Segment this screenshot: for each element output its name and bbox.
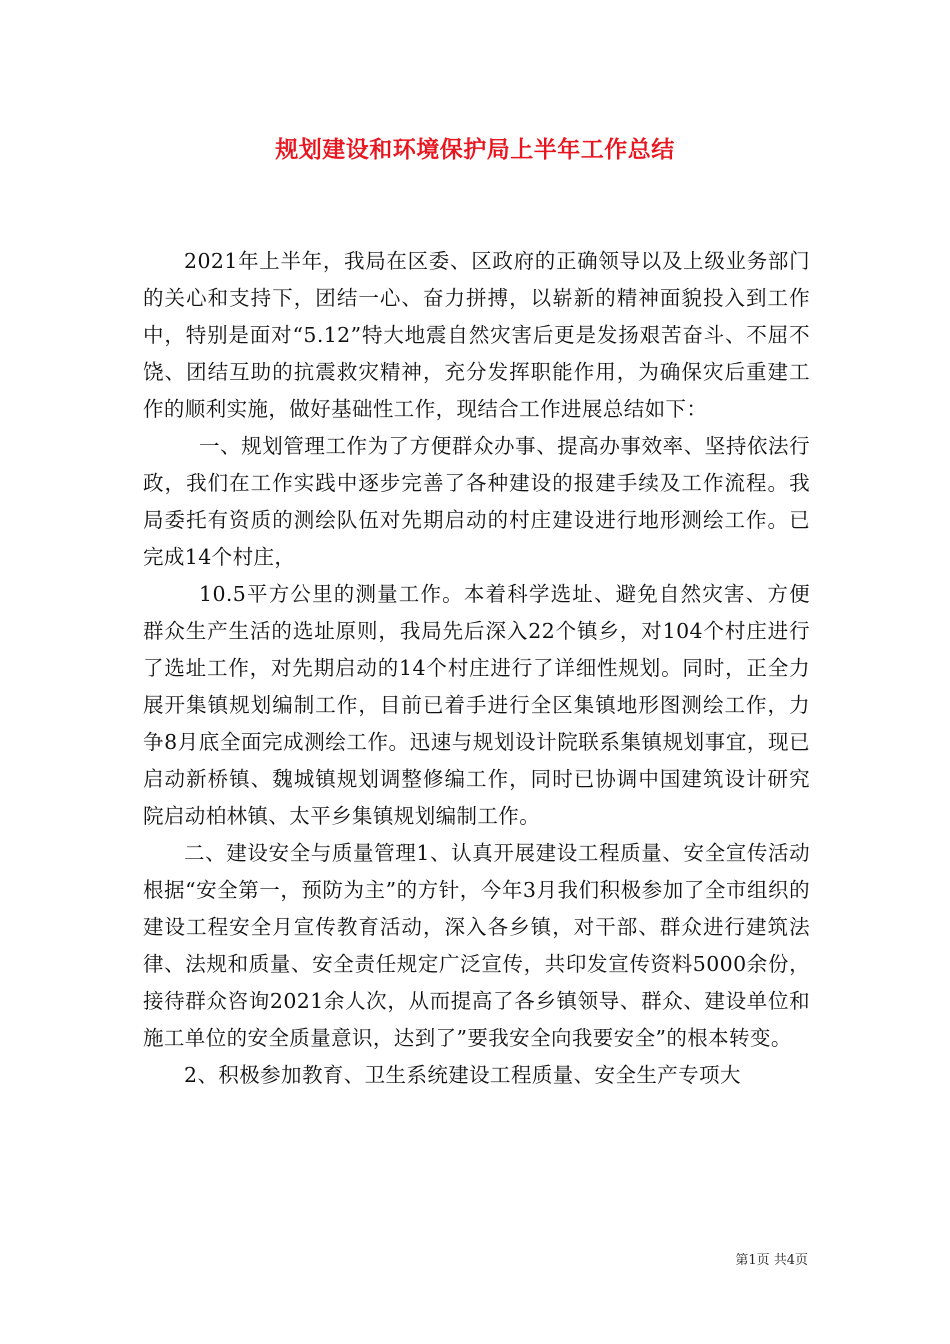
paragraph-safety: 二、建设安全与质量管理1、认真开展建设工程质量、安全宣传活动根据“安全第一，预防为主”的方针，今年3月我们积极参加了全市组织的建设工程安全月宣传教育活动，深入各乡镇，对干部、群众进行建筑法律、法规和质量、安全责任规定广泛宣传，共印发宣传资料5000余份，接待群众咨询2021余人次，从而提高了各乡镇领导、群众、建设单位和施工单位的安全质量意识，达到了”要我安全向我要安全”的根本转变。 [143,841,810,1050]
paragraph-education: 2、积极参加教育、卫生系统建设工程质量、安全生产专项大 [184,1063,741,1087]
page-number: 第1页 共4页 [735,1253,808,1268]
paragraph-planning: 一、规划管理工作为了方便群众办事、提高办事效率、坚持依法行政，我们在工作实践中逐步完善了各种建设的报建手续及工作流程。我局委托有资质的测绘队伍对先期启动的村庄建设进行地形测绘工作。已完成14个村庄， [143,434,810,569]
paragraph-intro: 2021年上半年，我局在区委、区政府的正确领导以及上级业务部门的关心和支持下，团结一心、奋力拼搏，以崭新的精神面貌投入到工作中，特别是面对“5.12”特大地震自然灾害后更是发扬艰苦奋斗、不屈不饶、团结互助的抗震救灾精神，充分发挥职能作用，为确保灾后重建工作的顺利实施，做好基础性工作，现结合工作进展总结如下： [143,249,810,421]
document-body [143,243,810,1094]
paragraph-survey: 10.5平方公里的测量工作。本着科学选址、避免自然灾害、方便群众生产生活的选址原则，我局先后深入22个镇乡，对104个村庄进行了选址工作，对先期启动的14个村庄进行了详细性规划。同时，正全力展开集镇规划编制工作，目前已着手进行全区集镇地形图测绘工作，力争8月底全面完成测绘工作。迅速与规划设计院联系集镇规划事宜，现已启动新桥镇、魏城镇规划调整修编工作，同时已协调中国建筑设计研究院启动柏林镇、太平乡集镇规划编制工作。 [143,582,810,828]
document-title: 规划建设和环境保护局上半年工作总结 [275,136,675,163]
